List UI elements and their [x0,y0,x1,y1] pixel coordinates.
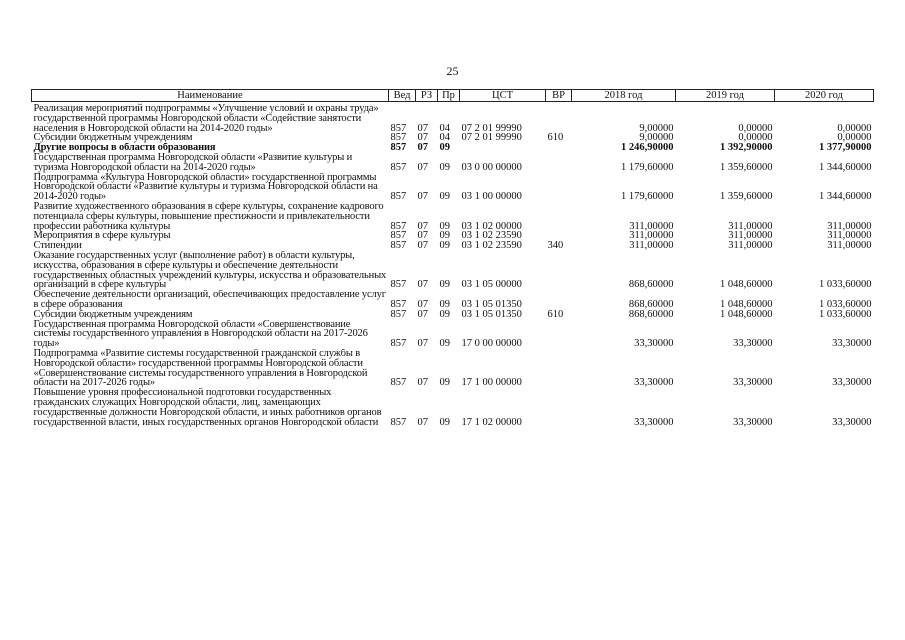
table-row [32,251,874,290]
cell-ved: 857 [390,416,407,428]
cell-vr [546,143,572,153]
cell-2020: 0,00000 [837,133,872,144]
cell-ved: 857 [390,279,407,291]
cell-name: Другие вопросы в области образования [33,143,216,153]
cell-name: Повышение уровня профессиональной подготовки государственных гражданских служащих Новгородской области, лиц, замещающих государственные должности Новгородской области, и иных работников органов государственной власти, иных государственных органов Новгородской области [33,388,382,428]
header-2019: 2019 год [676,90,775,102]
cell-vr: 340 [547,241,564,251]
table-row [32,202,874,231]
cell-ved: 857 [390,309,407,320]
header-ved: Вед [389,90,416,102]
cell-2019: 311,00000 [728,220,773,232]
header-rz: РЗ [416,90,438,102]
header-vr: ВР [546,90,572,102]
cell-ved: 857 [390,122,407,134]
header-2018: 2018 год [572,90,676,102]
cell-pr: 09 [439,309,450,320]
budget-table [31,89,874,427]
cell-rz: 07 [417,279,428,291]
cell-pr: 04 [439,133,450,144]
cell-2020: 311,00000 [827,241,872,251]
cell-ved: 857 [390,241,407,251]
cell-2019: 1 048,60000 [720,279,773,291]
cell-name: Подпрограмма «Культура Новгородской области» государственной программы Новгородской области «Развитие культуры и туризма Новгородской области на 2014-2020 годы» [33,172,378,202]
cell-2018: 33,30000 [634,377,674,389]
table-header-row [32,90,874,102]
cell-rz: 07 [417,338,428,349]
cell-name: Субсидии бюджетным учреждениям [33,133,193,144]
cell-2018: 868,60000 [628,279,674,291]
cell-rz: 07 [417,122,428,134]
cell-2018: 311,00000 [629,241,674,251]
table-row [32,388,874,427]
header-cst: ЦСТ [460,90,546,102]
cell-2020: 1 344,60000 [819,191,872,202]
cell-cst [460,143,546,153]
table-row [32,143,874,153]
cell-2018: 1 179,60000 [621,161,674,173]
cell-2018: 1 246,90000 [621,143,674,153]
cell-cst: 03 0 00 00000 [461,161,522,173]
cell-name: Обеспечение деятельности организаций, обеспечивающих предоставление услуг в сфере образования [33,290,386,310]
cell-pr: 09 [439,298,450,310]
cell-name: Государственная программа Новгородской области «Совершенствование системы государственного управления в Новгородской области на 2017-2026 годы» [33,319,368,349]
cell-vr [546,349,572,388]
cell-pr: 09 [439,191,450,202]
cell-2020: 311,00000 [827,231,872,242]
cell-2018: 311,00000 [629,231,674,242]
cell-rz: 07 [417,191,428,202]
cell-2020: 33,30000 [832,416,872,428]
cell-2019: 1 048,60000 [720,298,773,310]
cell-ved: 857 [390,298,407,310]
cell-2020: 1 033,60000 [819,279,872,291]
cell-2020: 1 033,60000 [819,298,872,310]
cell-2019: 0,00000 [738,122,773,134]
cell-2019: 1 359,60000 [720,161,773,173]
header-2020: 2020 год [775,90,874,102]
cell-2019: 33,30000 [733,416,773,428]
cell-2019: 1 359,60000 [720,191,773,202]
cell-vr [546,251,572,290]
cell-cst: 17 0 00 00000 [461,338,522,349]
cell-2020: 33,30000 [832,377,872,389]
cell-vr [546,173,572,202]
cell-name: Субсидии бюджетным учреждениям [33,309,193,320]
cell-rz: 07 [417,298,428,310]
cell-cst: 03 1 02 23590 [461,231,522,242]
cell-2020: 1 344,60000 [819,161,872,173]
cell-cst: 03 1 02 23590 [461,241,522,251]
cell-2019: 1 392,90000 [720,143,773,153]
cell-cst: 03 1 05 01350 [461,309,522,320]
cell-pr: 09 [439,279,450,291]
cell-cst: 17 1 02 00000 [461,416,522,428]
cell-cst: 17 1 00 00000 [461,377,522,389]
cell-name: Стипендии [33,241,82,251]
cell-pr: 09 [439,220,450,232]
cell-vr [546,388,572,427]
cell-name: Мероприятия в сфере культуры [33,231,171,242]
table-body [32,102,874,428]
cell-cst: 03 1 05 00000 [461,279,522,291]
cell-ved: 857 [390,161,407,173]
cell-rz: 07 [417,416,428,428]
cell-2019: 33,30000 [733,377,773,389]
cell-pr: 09 [439,241,450,251]
table-row [32,173,874,202]
cell-pr: 09 [439,143,450,153]
header-name: Наименование [32,90,389,102]
cell-pr: 09 [439,377,450,389]
cell-2019: 1 048,60000 [720,309,773,320]
cell-vr: 610 [547,133,564,144]
cell-2019: 311,00000 [728,231,773,242]
cell-2018: 868,60000 [628,309,674,320]
cell-2020: 0,00000 [837,122,872,134]
cell-2018: 9,00000 [639,133,674,144]
cell-cst: 03 1 05 01350 [461,298,522,310]
cell-cst: 03 1 00 00000 [461,191,522,202]
table-row [32,102,874,134]
cell-2019: 33,30000 [733,338,773,349]
cell-vr [546,102,572,134]
table-row [32,290,874,310]
cell-ved: 857 [390,220,407,232]
cell-name: Оказание государственных услуг (выполнение работ) в области культуры, искусства, образования в сфере культуры и обеспечение деятельности государственных областных учреждений культуры, искусства и образовательных организаций в сфере культуры [33,250,387,291]
cell-rz: 07 [417,309,428,320]
table-row [32,153,874,173]
cell-ved: 857 [390,133,407,144]
cell-rz: 07 [417,143,428,153]
cell-2019: 0,00000 [738,133,773,144]
table-row [32,133,874,143]
cell-rz: 07 [417,133,428,144]
cell-cst: 07 2 01 99990 [461,133,522,144]
cell-ved: 857 [390,191,407,202]
cell-ved: 857 [390,338,407,349]
cell-2018: 9,00000 [639,122,674,134]
cell-pr: 09 [439,231,450,242]
cell-pr: 09 [439,338,450,349]
table-row [32,241,874,251]
cell-2018: 868,60000 [628,298,674,310]
cell-ved: 857 [390,143,407,153]
cell-2018: 1 179,60000 [621,191,674,202]
cell-cst: 03 1 02 00000 [461,220,522,232]
cell-rz: 07 [417,241,428,251]
cell-2020: 311,00000 [827,220,872,232]
cell-name: Подпрограмма «Развитие системы государственной гражданской службы в Новгородской области» государственной программы Новгородской области «Совершенствование системы государственного управления в Новгородской области на 2017-2026 годы» [33,348,368,389]
cell-vr [546,153,572,173]
cell-vr [546,231,572,241]
table-row [32,310,874,320]
cell-2018: 33,30000 [634,338,674,349]
table-row [32,231,874,241]
cell-vr: 610 [547,309,564,320]
cell-2020: 1 033,60000 [819,309,872,320]
cell-2020: 33,30000 [832,338,872,349]
cell-pr: 04 [439,122,450,134]
cell-pr: 09 [439,161,450,173]
cell-name: Реализация мероприятий подпрограммы «Улучшение условий и охраны труда» государственной программы Новгородской области «Содействие занятости населения в Новгородской области на 2014-2020 годы» [33,103,379,134]
cell-2019: 311,00000 [728,241,773,251]
cell-2018: 33,30000 [634,416,674,428]
table-row [32,349,874,388]
page-number: 25 [446,64,459,78]
cell-2020: 1 377,90000 [819,143,872,153]
header-pr: Пр [438,90,460,102]
cell-cst: 07 2 01 99990 [461,122,522,134]
cell-name: Развитие художественного образования в сфере культуры, сохранение кадрового потенциала сферы культуры, повышение престижности и привлекательности профессии работника культуры [33,201,384,232]
cell-vr [546,290,572,310]
cell-ved: 857 [390,377,407,389]
table-row [32,320,874,349]
cell-vr [546,202,572,231]
cell-rz: 07 [417,231,428,242]
cell-ved: 857 [390,231,407,242]
cell-2018: 311,00000 [629,220,674,232]
cell-rz: 07 [417,220,428,232]
cell-vr [546,320,572,349]
cell-name: Государственная программа Новгородской области «Развитие культуры и туризма Новгородской области на 2014-2020 годы» [33,152,353,173]
cell-pr: 09 [439,416,450,428]
cell-rz: 07 [417,377,428,389]
cell-rz: 07 [417,161,428,173]
